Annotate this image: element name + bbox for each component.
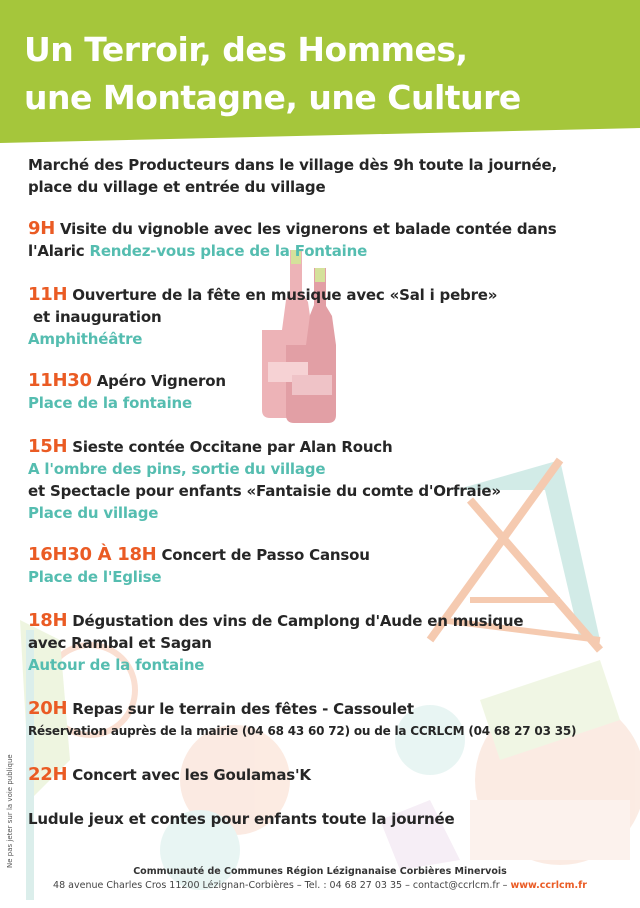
event-text: Dégustation des vins de Camplong d'Aude en musique (72, 612, 524, 630)
event-time: 18H (28, 610, 68, 631)
intro-line-2: place du village et entrée du village (28, 178, 326, 196)
event-text: Concert avec les Goulamas'K (72, 766, 311, 784)
page-title (24, 26, 624, 122)
event-text: l'Alaric (28, 242, 85, 260)
event-text: Ouverture de la fête en musique avec «Sal i pebre» (72, 286, 498, 304)
intro-line-1: Marché des Producteurs dans le village dès 9h toute la journée, (28, 156, 557, 174)
event-item (28, 370, 628, 414)
event-item (28, 698, 628, 742)
footer-organization: Communauté de Communes Région Lézignanaise Corbières Minervois (133, 866, 507, 877)
event-item (28, 284, 628, 350)
event-time: 11H (28, 284, 68, 305)
event-text: Visite du vignoble avec les vignerons et balade contée dans (60, 220, 557, 238)
event-time: 16H30 À 18H (28, 544, 157, 565)
title-line-2: une Montagne, une Culture (24, 78, 521, 117)
event-text: et inauguration (33, 308, 162, 326)
event-location: Place du village (28, 504, 159, 522)
title-line-1: Un Terroir, des Hommes, (24, 30, 468, 69)
event-text: Concert de Passo Cansou (161, 546, 370, 564)
event-time: 9H (28, 218, 55, 239)
footer-address: 48 avenue Charles Cros 11200 Lézignan-Corbières – Tel. : 04 68 27 03 35 – contact@ccrlcm.fr – (53, 880, 511, 891)
intro-block (28, 154, 628, 198)
event-location: A l'ombre des pins, sortie du village (28, 460, 326, 478)
event-location: Place de la fontaine (28, 394, 192, 412)
event-text: et Spectacle pour enfants «Fantaisie du comte d'Orfraie» (28, 482, 501, 500)
event-text: avec Rambal et Sagan (28, 634, 212, 652)
event-time: 11H30 (28, 370, 92, 391)
closing-text: Ludule jeux et contes pour enfants toute la journée (28, 810, 455, 828)
footer-website-link[interactable]: www.ccrlcm.fr (510, 880, 587, 891)
event-item (28, 436, 628, 524)
event-note: Réservation auprès de la mairie (04 68 43 60 72) ou de la CCRLCM (04 68 27 03 35) (28, 724, 577, 738)
event-item (28, 610, 628, 676)
event-time: 20H (28, 698, 68, 719)
event-location: Amphithéâtre (28, 330, 143, 348)
side-note: Ne pas jeter sur la voie publique (6, 754, 14, 868)
event-item (28, 544, 628, 588)
footer-contact (0, 880, 640, 891)
event-location: Rendez-vous place de la Fontaine (89, 242, 368, 260)
event-text: Apéro Vigneron (96, 372, 226, 390)
closing-line (28, 808, 628, 830)
event-time: 15H (28, 436, 68, 457)
event-location: Autour de la fontaine (28, 656, 205, 674)
event-item (28, 218, 628, 262)
event-text: Repas sur le terrain des fêtes - Cassoulet (72, 700, 414, 718)
event-item (28, 764, 628, 786)
event-location: Place de l'Eglise (28, 568, 162, 586)
event-time: 22H (28, 764, 68, 785)
event-text: Sieste contée Occitane par Alan Rouch (72, 438, 393, 456)
